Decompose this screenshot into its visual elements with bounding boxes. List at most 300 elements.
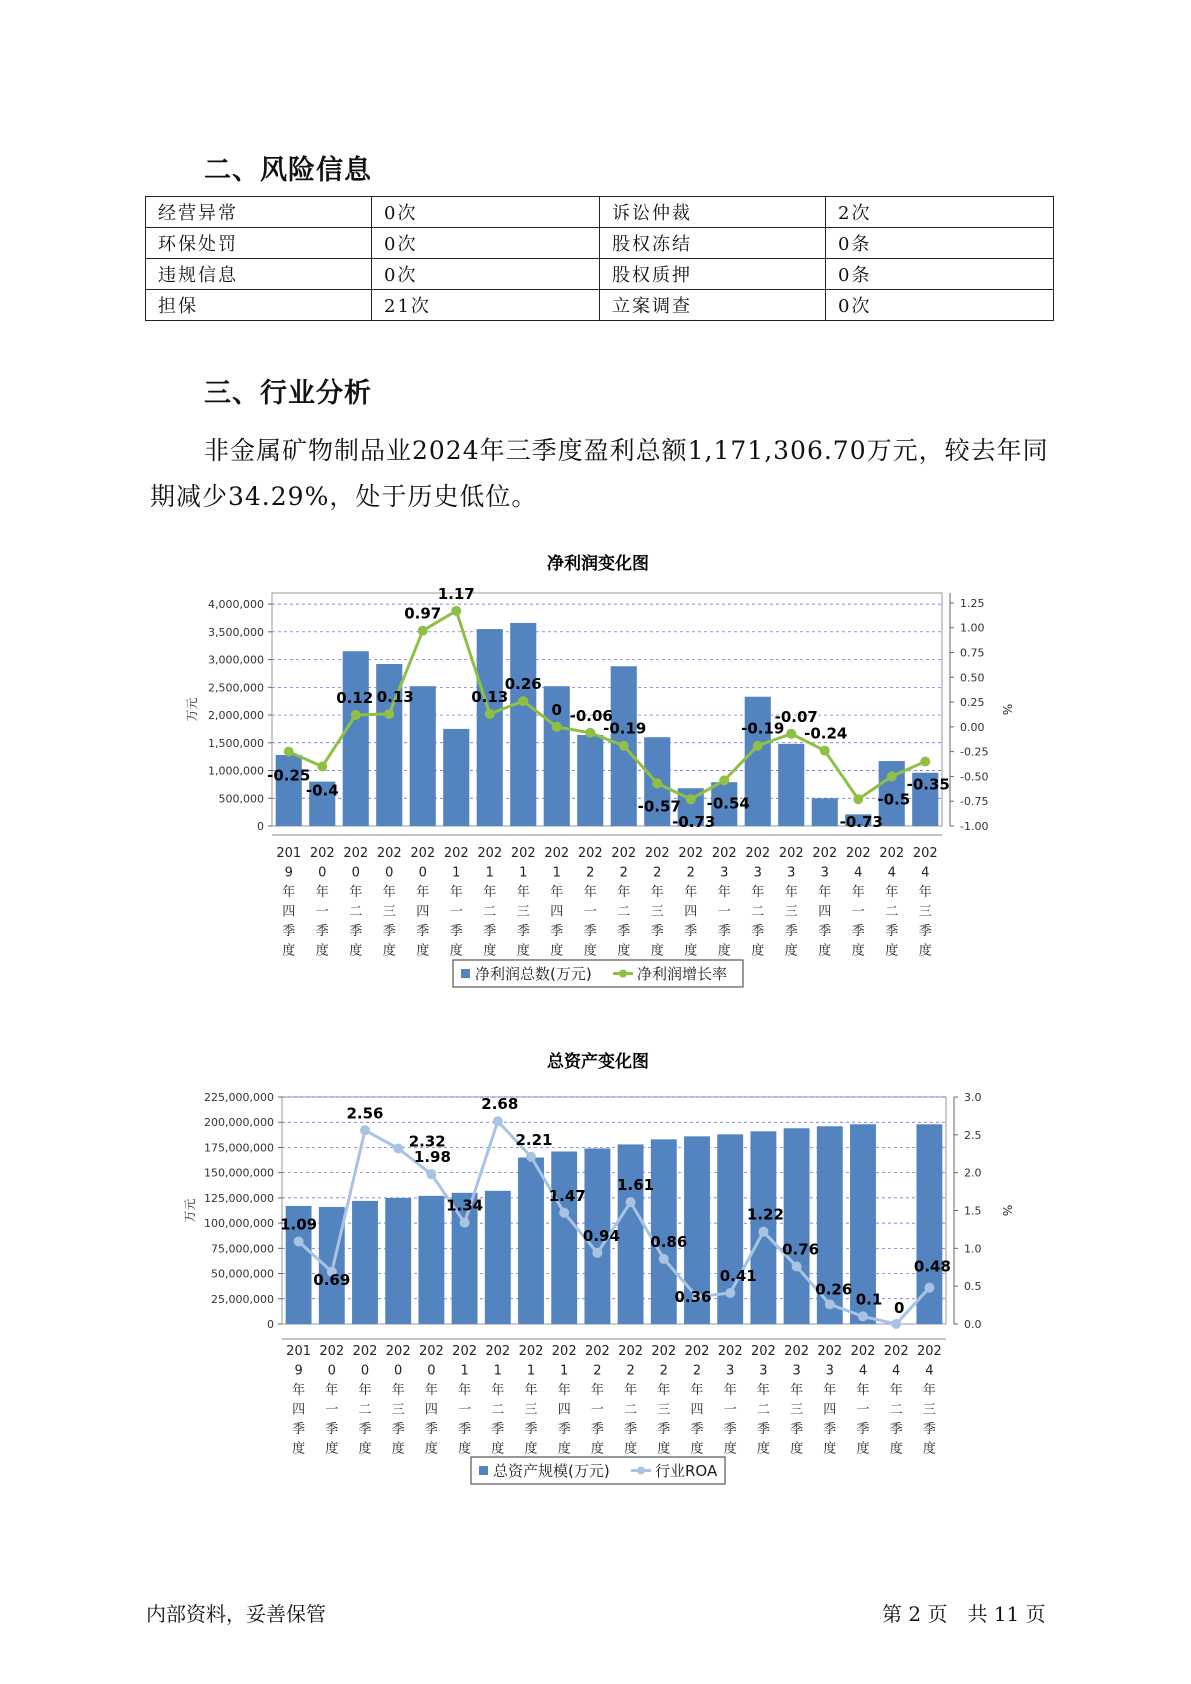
- bar: [784, 1128, 810, 1324]
- industry-summary-paragraph: [150, 428, 1055, 520]
- x-category-label: [444, 846, 469, 959]
- section-heading-industry: 三、行业分析: [204, 378, 372, 409]
- x-category-label-line: 度: [458, 1441, 472, 1457]
- x-category-label: [879, 846, 904, 959]
- x-category-label-line: 年: [491, 1383, 505, 1398]
- risk-table-row: [146, 290, 1054, 321]
- x-category-label: [343, 846, 368, 959]
- x-category-label-line: 年: [516, 885, 530, 900]
- x-category-label-line: 年: [818, 885, 832, 900]
- x-category-label-line: 3: [787, 865, 796, 881]
- x-category-label-line: 度: [315, 943, 329, 959]
- x-category-label-line: 一: [717, 904, 731, 920]
- x-category-label: [511, 846, 536, 959]
- x-category-label-line: 二: [885, 904, 899, 920]
- x-category-label-line: 度: [684, 943, 698, 959]
- x-category-label-line: 202: [750, 1344, 776, 1359]
- y-tick-label: 200,000,000: [204, 1116, 274, 1130]
- data-label: 0.13: [376, 687, 414, 706]
- x-category-label-line: 3: [792, 1363, 801, 1379]
- x-category-label-line: 202: [343, 846, 369, 861]
- x-category-label-line: 年: [717, 885, 731, 900]
- x-category-label-line: 202: [845, 846, 871, 861]
- line-point: [686, 794, 696, 804]
- x-category-label-line: 度: [723, 1441, 737, 1457]
- x-category-label-line: 3: [726, 1363, 735, 1379]
- x-category-label-line: 季: [391, 1422, 405, 1437]
- x-category-label-line: 202: [309, 846, 335, 861]
- x-category-label-line: 202: [410, 846, 436, 861]
- x-category-label-line: 202: [717, 1344, 743, 1359]
- chart-title: 净利润变化图: [547, 554, 649, 574]
- x-category-label-line: 9: [294, 1363, 303, 1379]
- x-category-label-line: 二: [358, 1402, 372, 1418]
- x-category-label-line: 季: [358, 1422, 372, 1437]
- x-category-label-line: 年: [449, 885, 463, 900]
- x-category-label-line: 四: [557, 1402, 571, 1418]
- line-point: [485, 709, 495, 719]
- x-category-label-line: 年: [292, 1383, 306, 1398]
- line-point: [820, 746, 830, 756]
- section-heading-risk: 二、风险信息: [204, 155, 372, 186]
- data-label: -0.06: [569, 706, 613, 725]
- x-category-label: [779, 846, 804, 959]
- x-category-label-line: 0: [394, 1363, 403, 1379]
- data-label: 0.36: [674, 1287, 712, 1306]
- x-category-label-line: 度: [889, 1441, 903, 1457]
- x-category-label-line: 202: [385, 1344, 411, 1359]
- x-category-label-line: 季: [516, 924, 530, 939]
- bar: [551, 1151, 577, 1324]
- line-point: [418, 626, 428, 636]
- y-tick-label: 3,000,000: [208, 653, 264, 667]
- x-category-label-line: 三: [790, 1402, 804, 1418]
- bar: [477, 629, 503, 826]
- y-tick-label: 125,000,000: [204, 1191, 274, 1205]
- x-category-label-line: 3: [820, 865, 829, 881]
- x-category-label-line: 度: [491, 1441, 505, 1457]
- x-category-label-line: 4: [854, 865, 863, 881]
- x-category-label-line: 年: [784, 885, 798, 900]
- x-category-label-line: 度: [790, 1441, 804, 1457]
- data-label: 0.13: [471, 687, 509, 706]
- line-point: [652, 778, 662, 788]
- x-category-label-line: 三: [516, 904, 530, 920]
- bar: [410, 686, 436, 826]
- line-point: [360, 1125, 370, 1135]
- line-point: [451, 606, 461, 616]
- x-category-label-line: 季: [424, 1422, 438, 1437]
- x-category-label-line: 年: [624, 1383, 638, 1398]
- x-category-label: [544, 846, 569, 959]
- y-tick-label: 50,000,000: [211, 1267, 274, 1281]
- y2-tick-label: 3.0: [964, 1091, 982, 1104]
- line-point: [284, 747, 294, 757]
- line-point: [585, 728, 595, 738]
- x-category-label-line: 1: [552, 865, 561, 881]
- data-label: -0.57: [637, 797, 681, 816]
- x-category-label-line: 季: [557, 1422, 571, 1437]
- x-category-label-line: 四: [684, 904, 698, 920]
- x-category-label-line: 年: [315, 885, 329, 900]
- x-category-label-line: 年: [657, 1383, 671, 1398]
- x-category-label-line: 202: [518, 1344, 544, 1359]
- line-point: [351, 710, 361, 720]
- risk-item-value: 0条: [826, 228, 1054, 259]
- line-point: [758, 1227, 768, 1237]
- x-category-label-line: 3: [825, 1363, 834, 1379]
- x-category-label-line: 202: [817, 1344, 843, 1359]
- x-category-label: [276, 846, 301, 959]
- x-category-label-line: 202: [879, 846, 905, 861]
- bar: [510, 623, 536, 826]
- x-category-label-line: 3: [753, 865, 762, 881]
- x-category-label-line: 一: [590, 1402, 604, 1418]
- x-category-label-line: 度: [657, 1441, 671, 1457]
- bar: [651, 1139, 677, 1324]
- line-point: [384, 709, 394, 719]
- line-point: [719, 775, 729, 785]
- data-label: -0.5: [877, 790, 911, 809]
- x-category-label: [618, 1344, 643, 1457]
- x-category-label-line: 年: [483, 885, 497, 900]
- data-label: -0.24: [804, 724, 848, 743]
- x-category-label-line: 季: [851, 924, 865, 939]
- legend-label-line: 行业ROA: [655, 1462, 718, 1480]
- x-category-label-line: 季: [918, 924, 932, 939]
- x-category-label-line: 一: [583, 904, 597, 920]
- total-assets-chart-svg: [0, 1043, 1191, 1493]
- x-category-label-line: 度: [856, 1441, 870, 1457]
- y-tick-label: 4,000,000: [208, 598, 264, 612]
- total-assets-chart: [0, 1043, 1191, 1493]
- line-point: [858, 1311, 868, 1321]
- x-category-label-line: 年: [751, 885, 765, 900]
- y2-axis-label: %: [1000, 703, 1014, 716]
- x-category-label-line: 季: [382, 924, 396, 939]
- x-category-label: [485, 1344, 510, 1457]
- data-label: 2.32: [408, 1132, 446, 1151]
- line-point: [460, 1218, 470, 1228]
- x-category-label-line: 度: [918, 943, 932, 959]
- legend: [453, 960, 743, 987]
- net-profit-chart-svg: [0, 545, 1191, 995]
- x-category-label-line: 年: [590, 1383, 604, 1398]
- x-category-label-line: 年: [349, 885, 363, 900]
- x-category-label-line: 202: [684, 1344, 710, 1359]
- x-category-label: [319, 1344, 344, 1457]
- data-label: 0.69: [313, 1270, 351, 1289]
- bar: [385, 1198, 411, 1324]
- x-category-label-line: 年: [823, 1383, 837, 1398]
- x-category-label-line: 202: [510, 846, 536, 861]
- legend-swatch-point: [637, 1467, 645, 1475]
- x-category-label-line: 202: [577, 846, 603, 861]
- x-category-label-line: 四: [424, 1402, 438, 1418]
- legend-label-line: 净利润增长率: [637, 965, 728, 983]
- x-category-label-line: 度: [358, 1441, 372, 1457]
- y-tick-label: 100,000,000: [204, 1217, 274, 1231]
- x-category-label-line: 季: [889, 1422, 903, 1437]
- x-category-label-line: 季: [657, 1422, 671, 1437]
- x-category-label-line: 度: [617, 943, 631, 959]
- x-category-label-line: 度: [818, 943, 832, 959]
- risk-item-label: 股权质押: [600, 259, 826, 290]
- y-tick-label: 1,000,000: [208, 764, 264, 778]
- x-category-label-line: 2: [593, 1363, 602, 1379]
- x-category-label: [552, 1344, 577, 1457]
- x-category-label-line: 度: [690, 1441, 704, 1457]
- x-category-label-line: 季: [292, 1422, 306, 1437]
- x-category-label-line: 年: [282, 885, 296, 900]
- data-label: 0: [551, 700, 562, 719]
- x-category-label-line: 202: [745, 846, 771, 861]
- x-category-label: [817, 1344, 842, 1457]
- x-category-label-line: 年: [358, 1383, 372, 1398]
- x-category-label-line: 三: [391, 1402, 405, 1418]
- x-category-label-line: 年: [885, 885, 899, 900]
- x-category-label-line: 年: [458, 1383, 472, 1398]
- x-category-label-line: 202: [850, 1344, 876, 1359]
- legend-swatch-bar: [461, 969, 470, 978]
- y-tick-label: 150,000,000: [204, 1166, 274, 1180]
- y2-tick-label: 1.0: [964, 1242, 982, 1256]
- x-category-label-line: 一: [856, 1402, 870, 1418]
- risk-item-value: 0次: [372, 259, 600, 290]
- x-category-label-line: 年: [416, 885, 430, 900]
- chart-title: 总资产变化图: [547, 1052, 649, 1072]
- bar: [518, 1158, 544, 1324]
- data-label: 1.47: [548, 1186, 586, 1205]
- x-category-label-line: 一: [723, 1402, 737, 1418]
- x-category-label-line: 度: [550, 943, 564, 959]
- x-category-label-line: 四: [416, 904, 430, 920]
- industry-summary-text: 非金属矿物制品业2024年三季度盈利总额1,171,306.70万元，较去年同期减少34.29%，处于历史低位。: [150, 436, 1049, 511]
- data-label: -0.35: [906, 775, 950, 794]
- x-category-label-line: 0: [385, 865, 394, 881]
- x-category-label: [310, 846, 335, 959]
- data-label: 1.17: [437, 584, 475, 603]
- x-category-label-line: 年: [650, 885, 664, 900]
- legend-label-bar: 总资产规模(万元): [493, 1462, 610, 1480]
- line-point: [526, 1152, 536, 1162]
- x-category-label-line: 0: [318, 865, 327, 881]
- risk-item-label: 经营异常: [146, 197, 372, 228]
- x-category-label-line: 季: [751, 924, 765, 939]
- x-category-label-line: 1: [560, 1363, 569, 1379]
- x-category-label: [578, 846, 603, 959]
- x-category-label-line: 0: [427, 1363, 436, 1379]
- x-category-label-line: 9: [284, 865, 293, 881]
- x-category-label-line: 季: [717, 924, 731, 939]
- y-tick-label: 25,000,000: [211, 1292, 274, 1306]
- line-point: [552, 722, 562, 732]
- y-tick-label: 3,500,000: [208, 625, 264, 639]
- x-category-label-line: 202: [651, 1344, 677, 1359]
- x-category-label-line: 1: [519, 865, 528, 881]
- line-point: [592, 1248, 602, 1258]
- data-label: 0.94: [582, 1226, 620, 1245]
- x-category-label-line: 202: [678, 846, 704, 861]
- y-tick-label: 2,500,000: [208, 681, 264, 695]
- data-label: -0.07: [774, 707, 818, 726]
- line-point: [920, 757, 930, 767]
- x-category-label-line: 2: [659, 1363, 668, 1379]
- x-category-label-line: 三: [382, 904, 396, 920]
- y2-tick-label: -0.75: [960, 795, 989, 809]
- x-category-label-line: 度: [751, 943, 765, 959]
- x-category-label-line: 季: [922, 1422, 936, 1437]
- x-category-label-line: 202: [611, 846, 637, 861]
- x-category-label-line: 四: [823, 1402, 837, 1418]
- x-category-label-line: 年: [617, 885, 631, 900]
- x-category-label: [419, 1344, 444, 1457]
- x-category-label-line: 三: [784, 904, 798, 920]
- data-label: -0.4: [305, 781, 339, 800]
- x-category-label: [851, 1344, 876, 1457]
- line-point: [659, 1254, 669, 1264]
- y-axis-label: 万元: [183, 1198, 197, 1223]
- x-category-label-line: 度: [756, 1441, 770, 1457]
- x-category-label-line: 201: [276, 846, 302, 861]
- x-category-label: [846, 846, 871, 959]
- x-category-label: [812, 846, 837, 959]
- x-category-label-line: 202: [916, 1344, 942, 1359]
- x-category-label-line: 年: [790, 1383, 804, 1398]
- x-category-label-line: 202: [485, 1344, 511, 1359]
- x-category-label-line: 四: [818, 904, 832, 920]
- x-category-label-line: 202: [352, 1344, 378, 1359]
- data-label: -0.73: [839, 813, 883, 832]
- risk-item-value: 0次: [372, 228, 600, 259]
- x-category-label-line: 1: [526, 1363, 536, 1379]
- risk-item-label: 担保: [146, 290, 372, 321]
- y-tick-label: 75,000,000: [211, 1242, 274, 1256]
- line-point: [891, 1319, 901, 1329]
- risk-item-label: 违规信息: [146, 259, 372, 290]
- x-category-label-line: 年: [550, 885, 564, 900]
- data-label: 0.41: [719, 1266, 757, 1285]
- legend-label-bar: 净利润总数(万元): [475, 965, 592, 983]
- x-category-label-line: 度: [516, 943, 530, 959]
- x-category-label-line: 202: [912, 846, 938, 861]
- x-category-label-line: 0: [351, 865, 360, 881]
- x-category-label-line: 4: [887, 865, 896, 881]
- x-category-label-line: 2: [686, 865, 695, 881]
- y2-tick-label: 1.5: [964, 1204, 982, 1218]
- x-category-label-line: 三: [524, 1402, 538, 1418]
- y-axis-label: 万元: [185, 697, 199, 722]
- x-category-label-line: 年: [583, 885, 597, 900]
- x-category-label: [645, 846, 670, 959]
- bar: [778, 744, 804, 826]
- x-category-label-line: 季: [617, 924, 631, 939]
- x-category-label: [913, 846, 938, 959]
- x-category-label-line: 202: [778, 846, 804, 861]
- y2-tick-label: -0.25: [960, 745, 989, 759]
- x-category-label: [745, 846, 770, 959]
- x-category-label-line: 202: [784, 1344, 810, 1359]
- y2-tick-label: 0.5: [964, 1280, 982, 1294]
- x-category-label-line: 4: [858, 1363, 868, 1379]
- x-category-label-line: 季: [325, 1422, 339, 1437]
- y2-tick-label: 0.25: [960, 696, 985, 710]
- y-tick-label: 0: [267, 1318, 274, 1331]
- x-category-label-line: 4: [921, 865, 930, 881]
- y2-tick-label: 0.50: [960, 671, 985, 685]
- data-label: 2.56: [346, 1104, 384, 1123]
- risk-item-label: 股权冻结: [600, 228, 826, 259]
- x-category-label-line: 202: [418, 1344, 444, 1359]
- x-category-label-line: 202: [711, 846, 737, 861]
- x-category-label-line: 年: [922, 1383, 936, 1398]
- y-tick-label: 2,000,000: [208, 709, 264, 723]
- data-label: 0.1: [855, 1290, 883, 1309]
- x-category-label-line: 四: [550, 904, 564, 920]
- risk-item-label: 立案调查: [600, 290, 826, 321]
- x-category-label: [751, 1344, 776, 1457]
- x-category-label-line: 季: [856, 1422, 870, 1437]
- x-category-label-line: 度: [424, 1441, 438, 1457]
- x-category-label-line: 4: [925, 1363, 934, 1379]
- footer-note: 内部资料，妥善保管: [146, 1602, 326, 1626]
- legend-swatch-point: [619, 970, 627, 978]
- y2-tick-label: 2.0: [964, 1166, 982, 1180]
- x-category-label-line: 度: [784, 943, 798, 959]
- bar: [618, 1144, 644, 1324]
- data-label: 1.34: [446, 1196, 484, 1215]
- x-category-label-line: 2: [626, 1363, 635, 1379]
- x-category-label: [784, 1344, 809, 1457]
- data-label: -0.73: [672, 813, 716, 832]
- x-category-label-line: 201: [286, 1344, 312, 1359]
- line-point: [792, 1261, 802, 1271]
- x-category-label-line: 年: [756, 1383, 770, 1398]
- risk-table-row: [146, 197, 1054, 228]
- bar: [812, 798, 838, 826]
- data-label: 1.09: [280, 1215, 318, 1234]
- x-category-label: [718, 1344, 743, 1457]
- x-category-label-line: 度: [349, 943, 363, 959]
- x-category-label-line: 年: [889, 1383, 903, 1398]
- legend-swatch-bar: [479, 1466, 488, 1475]
- data-label: 0.26: [504, 675, 542, 694]
- line-point: [619, 741, 629, 751]
- x-category-label-line: 度: [851, 943, 865, 959]
- data-label: 1.61: [617, 1176, 655, 1195]
- x-category-label: [477, 846, 502, 959]
- x-category-label-line: 年: [524, 1383, 538, 1398]
- bar: [352, 1201, 378, 1324]
- x-category-label: [917, 1344, 942, 1457]
- x-category-label-line: 二: [617, 904, 631, 920]
- x-category-label-line: 度: [391, 1441, 405, 1457]
- x-category-label-line: 一: [315, 904, 329, 920]
- x-category-label-line: 季: [818, 924, 832, 939]
- risk-item-value: 2次: [826, 197, 1054, 228]
- x-category-label-line: 一: [851, 904, 865, 920]
- x-category-label-line: 202: [319, 1344, 345, 1359]
- x-category-label-line: 季: [349, 924, 363, 939]
- x-category-label-line: 季: [583, 924, 597, 939]
- x-category-label-line: 二: [349, 904, 363, 920]
- x-category-label: [611, 846, 636, 959]
- line-point: [493, 1116, 503, 1126]
- x-category-label: [386, 1344, 411, 1457]
- bar: [443, 729, 469, 826]
- data-label: 0.97: [404, 604, 442, 623]
- net-profit-chart: [0, 545, 1191, 995]
